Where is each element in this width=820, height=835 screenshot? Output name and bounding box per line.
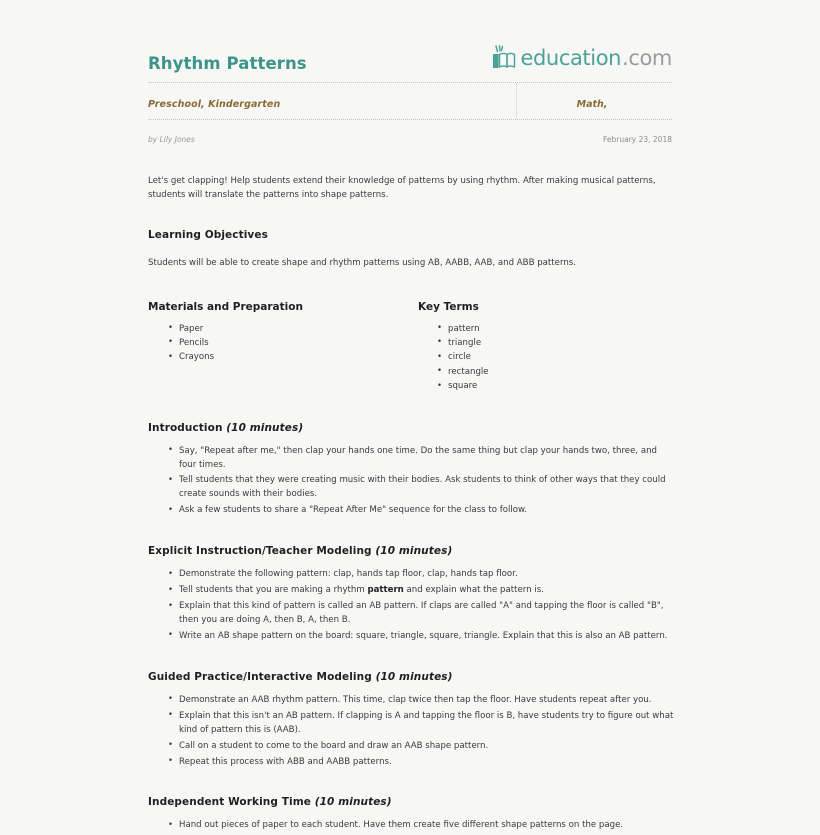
section-heading-text: Independent Working Time: [148, 796, 315, 809]
open-book-icon: [489, 44, 519, 72]
section-bullet-list: [148, 568, 676, 644]
list-item: • rectangle: [448, 366, 672, 380]
section-bullet-list: [148, 445, 676, 519]
list-item: • Call on a student to come to the board and draw an AAB shape pattern.: [179, 740, 676, 754]
list-item: • Explain that this isn't an AB pattern. If clapping is A and tapping the floor is B, have students try to figure out what kind of pattern this is (AAB).: [179, 710, 676, 738]
author-byline: by Lily Jones: [148, 135, 195, 144]
list-item: • Repeat this process with ABB and AABB patterns.: [179, 756, 676, 770]
list-item: • Demonstrate the following pattern: clap, hands tap floor, clap, hands tap floor.: [179, 568, 676, 582]
section-heading: [148, 796, 672, 808]
key-terms-column: [418, 301, 672, 395]
list-item: • circle: [448, 351, 672, 365]
section-heading-text: Guided Practice/Interactive Modeling: [148, 670, 376, 683]
learning-objectives-heading: Learning Objectives: [148, 229, 268, 242]
meta-row: [148, 83, 672, 119]
materials-column: [148, 301, 418, 395]
section-heading: [148, 422, 672, 434]
section-duration: (10 minutes): [375, 545, 453, 558]
logo-wordmark: education: [520, 46, 622, 70]
section-duration: (10 minutes): [226, 421, 304, 434]
materials-heading: Materials and Preparation: [148, 300, 303, 313]
publish-date: February 23, 2018: [602, 135, 672, 144]
section-heading: [148, 545, 672, 557]
list-item: • Tell students that they were creating music with their bodies. Ask students to think of other ways that they could create sounds with their bodies.: [179, 474, 676, 502]
section-duration: (10 minutes): [314, 796, 392, 809]
key-terms-heading: Key Terms: [418, 300, 479, 313]
grade-levels: Preschool, Kindergarten: [148, 99, 281, 110]
learning-objectives-text: Students will be able to create shape and rhythm patterns using AB, AABB, AAB, and ABB patterns.: [148, 258, 576, 269]
byline-row: [148, 120, 672, 152]
emphasized-term: pattern: [367, 585, 404, 596]
section-heading: [148, 671, 672, 683]
key-terms-list: [418, 323, 672, 395]
list-item: • pattern: [448, 323, 672, 337]
list-item: • triangle: [448, 337, 672, 351]
list-item: • Pencils: [179, 337, 418, 351]
list-item: • Crayons: [179, 351, 418, 365]
list-item: • Tell students that you are making a rhythm pattern and explain what the pattern is.: [179, 584, 676, 598]
section-heading-text: Introduction: [148, 421, 227, 434]
list-item: • Write an AB shape pattern on the board: square, triangle, square, triangle. Explain that this is also an AB pattern.: [179, 630, 676, 644]
lesson-plan-page: [148, 0, 672, 835]
section-duration: (10 minutes): [375, 670, 453, 683]
section-bullet-list: [148, 694, 676, 770]
logo-tld: .com: [622, 46, 672, 70]
list-item: • Ask a few students to share a "Repeat After Me" sequence for the class to follow.: [179, 504, 676, 518]
materials-list: [148, 323, 418, 366]
list-item: • Paper: [179, 323, 418, 337]
list-item: • Say, "Repeat after me," then clap your hands one time. Do the same thing but clap your hands two, three, and four times.: [179, 445, 676, 473]
meta-vertical-divider: [516, 83, 517, 119]
page-title: Rhythm Patterns: [148, 53, 307, 73]
document-header: [148, 0, 672, 82]
list-item: • Explain that this kind of pattern is called an AB pattern. If claps are called "A" and tapping the floor is called "B", then you are doing A, then B, A, then B.: [179, 600, 676, 628]
section-bullet-list: [148, 819, 676, 833]
section-heading-text: Explicit Instruction/Teacher Modeling: [148, 545, 376, 558]
list-item: • square: [448, 380, 672, 394]
list-item: • Hand out pieces of paper to each student. Have them create five different shape patterns on the page.: [179, 819, 676, 833]
materials-keyterms-columns: [148, 301, 672, 395]
lesson-summary: Let's get clapping! Help students extend their knowledge of patterns by using rhythm. After making musical patterns, students will translate the patterns into shape patterns.: [148, 176, 656, 201]
lesson-sections: [148, 422, 672, 834]
education-com-logo[interactable]: [489, 44, 672, 72]
list-item: • Demonstrate an AAB rhythm pattern. This time, clap twice then tap the floor. Have students repeat after you.: [179, 694, 676, 708]
subject-label: Math,: [576, 99, 608, 110]
